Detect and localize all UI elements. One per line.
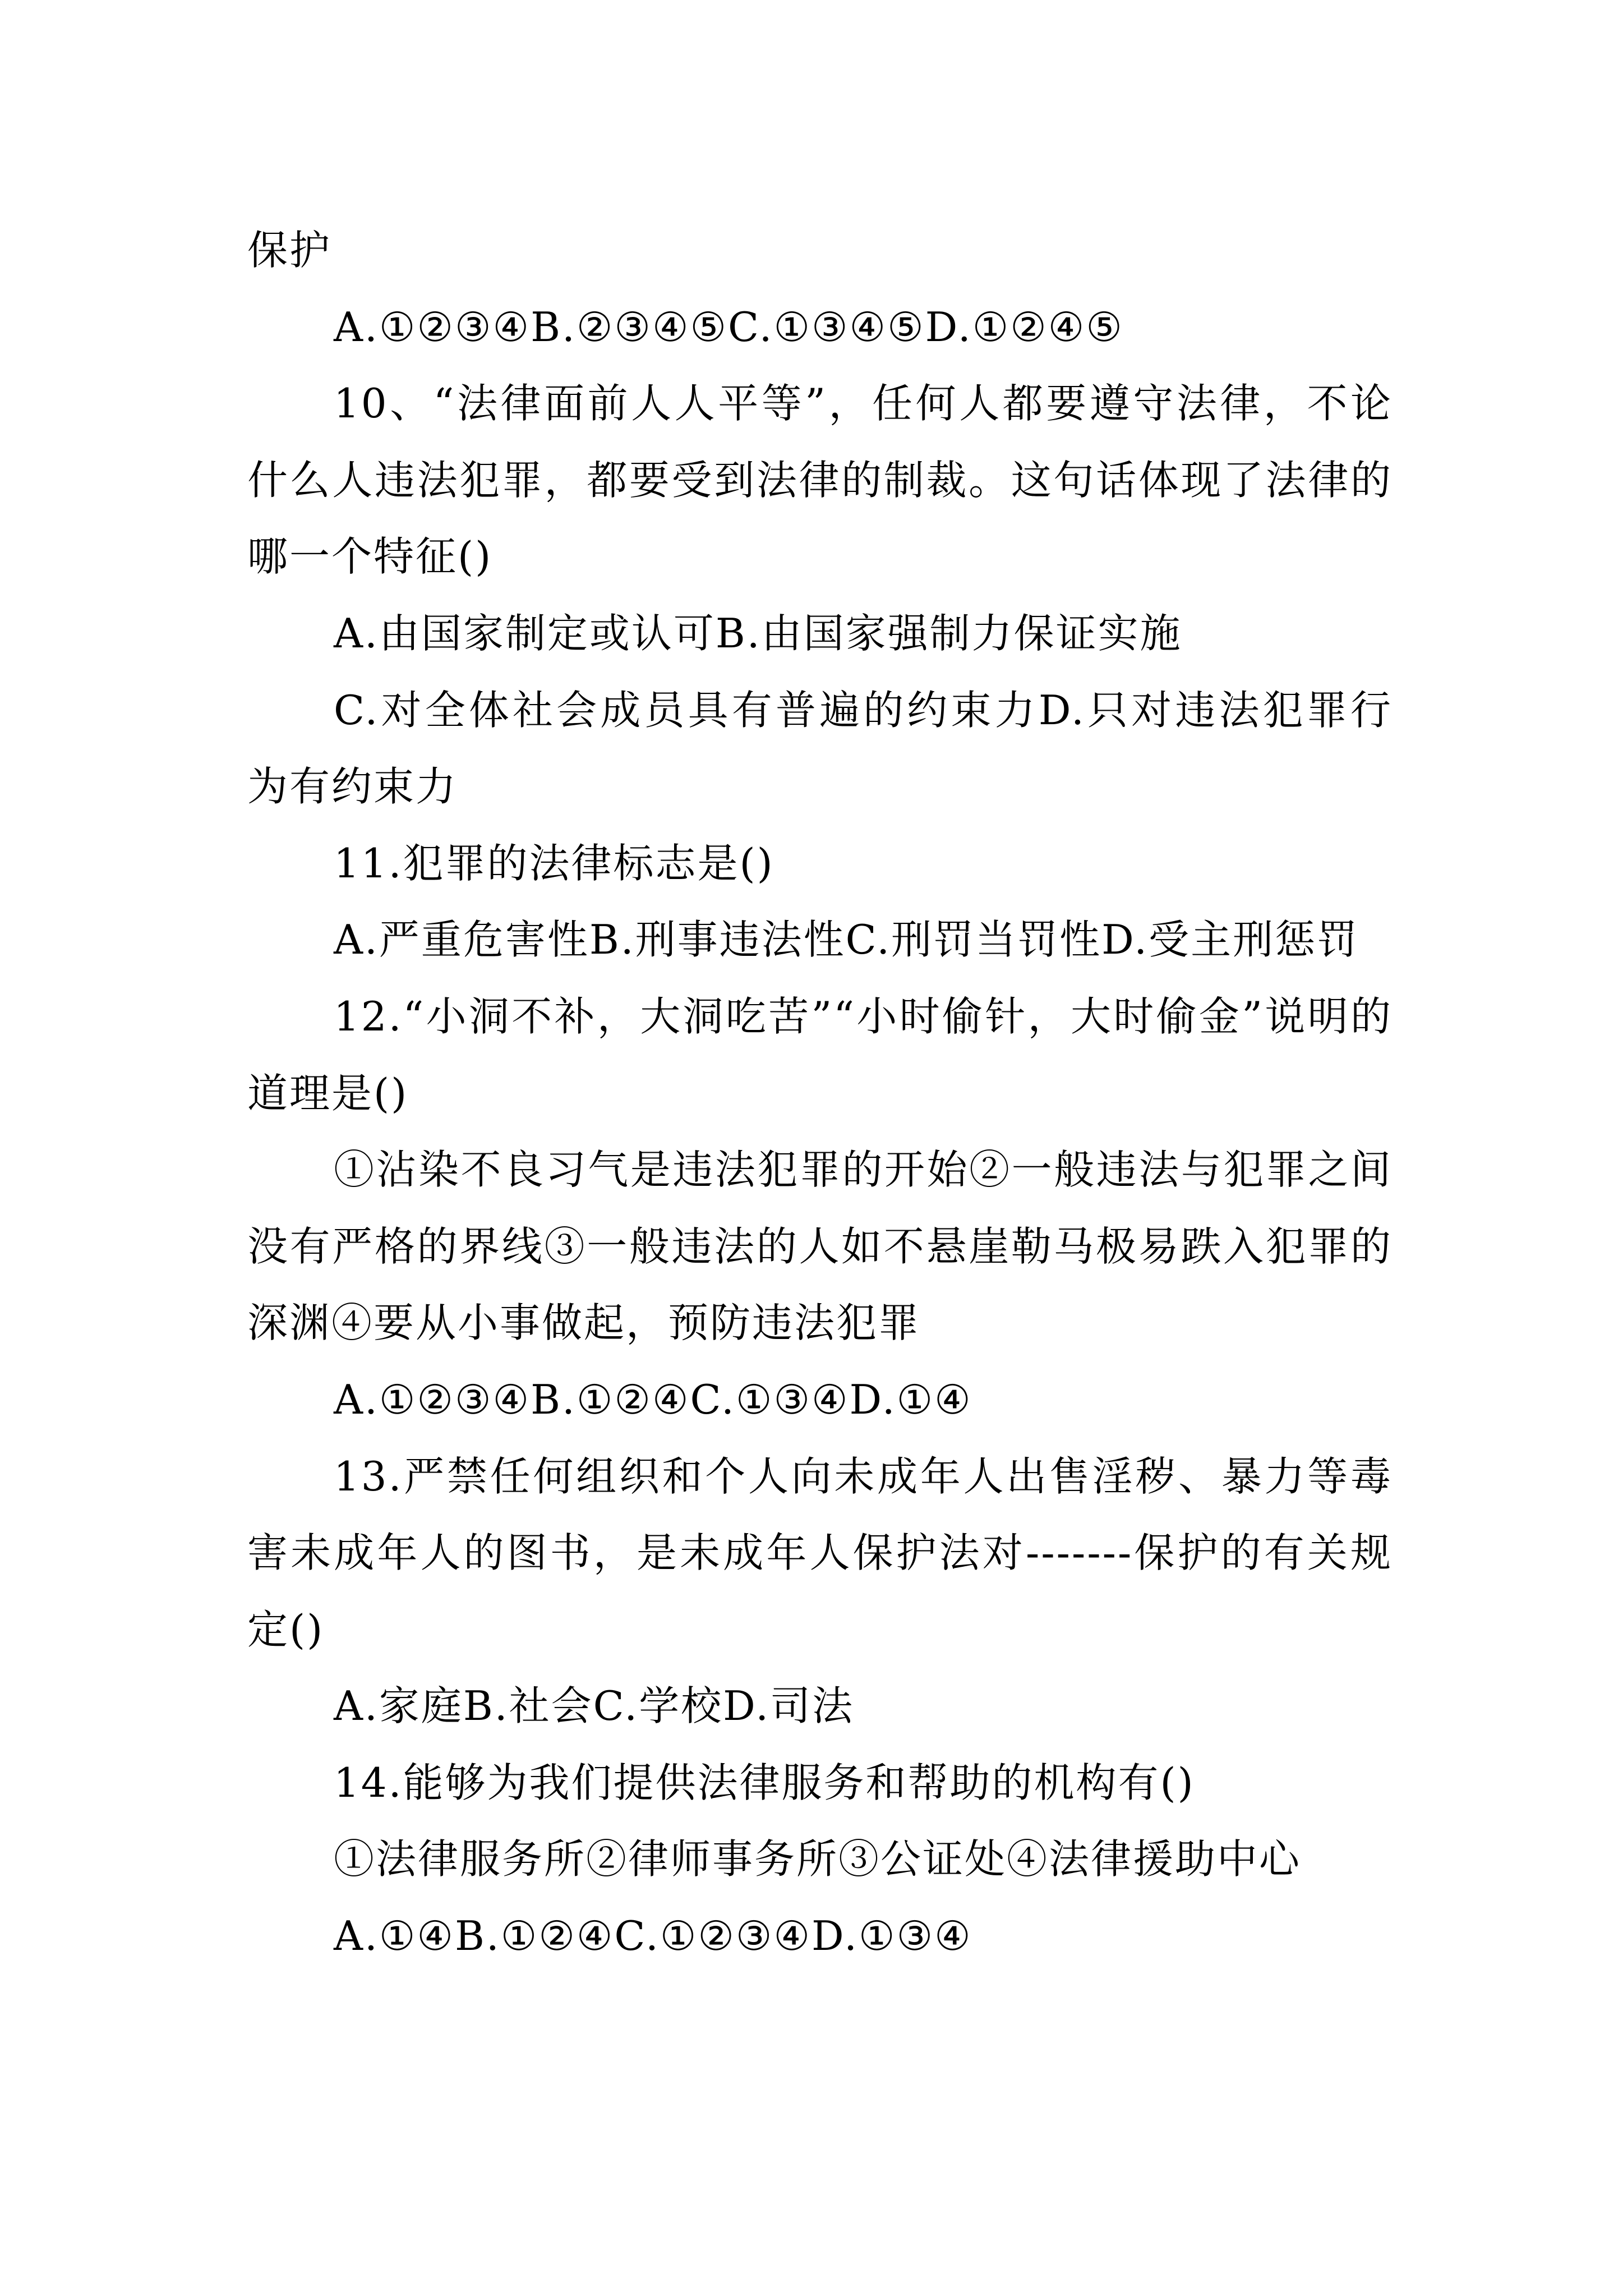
- q13-options: A.家庭B.社会C.学校D.司法: [334, 1682, 855, 1730]
- q12-options: A.①②③④B.①②④C.①③④D.①④: [334, 1375, 972, 1423]
- q14-stem: 14.能够为我们提供法律服务和帮助的机构有(): [334, 1759, 1195, 1806]
- q10-options-cd: C.对全体社会成员具有普遍的约束力D.只对违法犯罪行为有约束力: [247, 686, 1393, 811]
- q9-options: A.①②③④B.②③④⑤C.①③④⑤D.①②④⑤: [334, 303, 1124, 351]
- q11-options: A.严重危害性B.刑事违法性C.刑罚当罚性D.受主刑惩罚: [334, 916, 1359, 964]
- q12-statements: ①沾染不良习气是违法犯罪的开始②一般违法与犯罪之间没有严格的界线③一般违法的人如不悬崖勒马极易跌入犯罪的深渊④要从小事做起，预防违法犯罪: [247, 1146, 1393, 1347]
- q14-statements: ①法律服务所②律师事务所③公证处④法律援助中心: [334, 1835, 1302, 1883]
- document-body: [247, 212, 1393, 1975]
- q10-options-ab: A.由国家制定或认可B.由国家强制力保证实施: [334, 609, 1182, 657]
- q14-options: A.①④B.①②④C.①②③④D.①③④: [334, 1912, 972, 1960]
- q12-stem: 12.“小洞不补，大洞吃苦”“小时偷针，大时偷金”说明的道理是(): [247, 992, 1393, 1117]
- q10-stem: 10、“法律面前人人平等”，任何人都要遵守法律，不论什么人违法犯罪，都要受到法律的制裁。这句话体现了法律的哪一个特征(): [247, 380, 1393, 581]
- q13-stem: 13.严禁任何组织和个人向未成年人出售淫秽、暴力等毒害未成年人的图书，是未成年人保护法对-------保护的有关规定(): [247, 1452, 1393, 1653]
- paragraph-continuation: 保护: [247, 227, 332, 274]
- q11-stem: 11.犯罪的法律标志是(): [334, 839, 774, 887]
